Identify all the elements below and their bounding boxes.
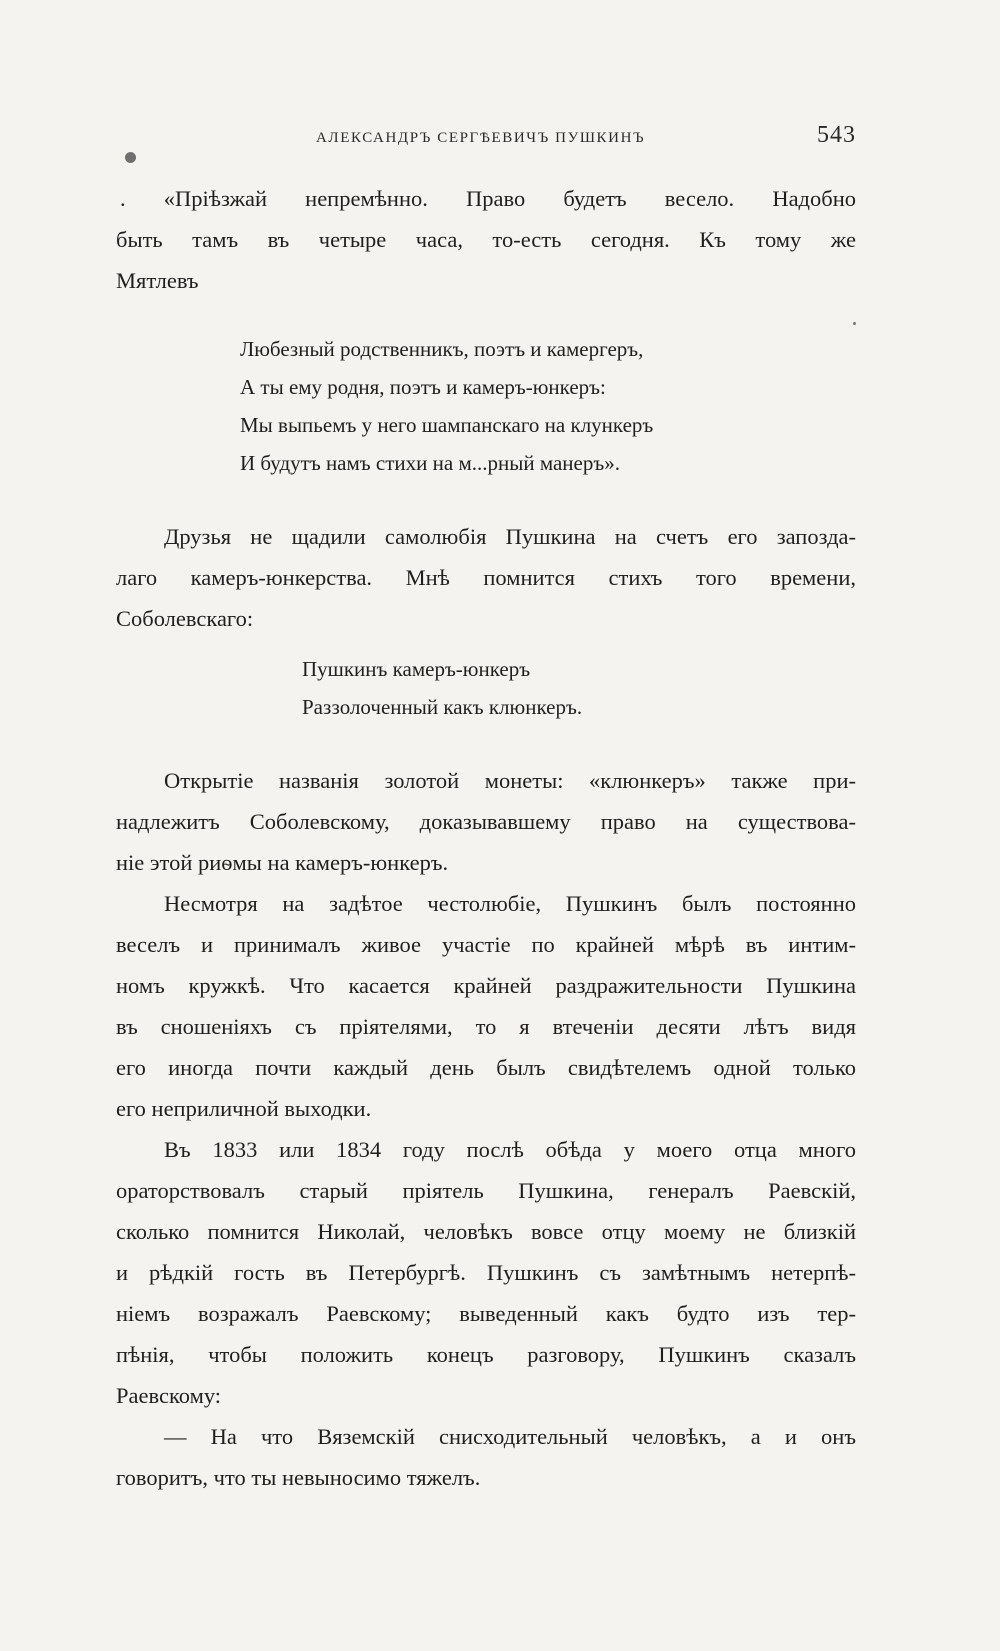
ink-dot (125, 152, 136, 163)
text-line: ораторствовалъ старый пріятель Пушкина, генералъ Раевскій, (116, 1178, 856, 1203)
text-line: его иногда почти каждый день былъ свидѣтелемъ одной только (116, 1055, 856, 1080)
text-line: . «Пріѣзжай непремѣнно. Право будетъ весело. Надобно (120, 186, 856, 211)
paragraph-letter (116, 178, 856, 301)
text-line: пѣнія, чтобы положить конецъ разговору, Пушкинъ сказалъ (116, 1342, 856, 1367)
text-line: быть тамъ въ четыре часа, то-есть сегодня. Къ тому же (116, 227, 856, 252)
verse-line: Мы выпьемъ у него шампанскаго на клункеръ (240, 413, 654, 437)
text-line: Раевскому: (116, 1383, 222, 1408)
text-line: веселъ и принималъ живое участіе по крайней мѣрѣ въ интим- (116, 932, 856, 957)
ink-fleck (853, 322, 856, 325)
text-line: — На что Вяземскій снисходительный человѣкъ, а и онъ (164, 1424, 856, 1449)
text-line: Мятлевъ (116, 268, 199, 293)
paragraph-friends (116, 516, 856, 639)
text-line: ніемъ возражалъ Раевскому; выведенный какъ будто изъ тер- (116, 1301, 856, 1326)
text-line: Соболевскаго: (116, 606, 254, 631)
verse-line: Пушкинъ камеръ-юнкеръ (302, 657, 531, 681)
text-line: сколько помнится Николай, человѣкъ вовсе отцу моему не близкій (116, 1219, 856, 1244)
text-line: номъ кружкѣ. Что касается крайней раздражительности Пушкина (116, 973, 856, 998)
paragraph-raevsky (116, 1129, 856, 1416)
paragraph-klunker (116, 760, 856, 883)
text-line: Несмотря на задѣтое честолюбіе, Пушкинъ былъ постоянно (164, 891, 856, 916)
text-line: въ сношеніяхъ съ пріятелями, то я втеченіи десяти лѣтъ видя (116, 1014, 856, 1039)
verse-sobolevsky (302, 650, 582, 726)
verse-mjatlev (240, 330, 653, 482)
verse-line: Любезный родственникъ, поэтъ и камергеръ, (240, 337, 644, 361)
paragraph-vyazemsky-quote (116, 1416, 856, 1498)
verse-line: И будутъ намъ стихи на м...рный манеръ». (240, 451, 620, 475)
verse-line: А ты ему родня, поэтъ и камеръ-юнкеръ: (240, 375, 606, 399)
text-line: Открытіе названія золотой монеты: «клюнкеръ» также при- (164, 768, 856, 793)
text-line: говоритъ, что ты невыносимо тяжелъ. (116, 1465, 481, 1490)
page-number: 543 (817, 122, 856, 148)
verse-line: Раззолоченный какъ клюнкеръ. (302, 695, 583, 719)
running-title: АЛЕКСАНДРЪ СЕРГѢЕВИЧЪ ПУШКИНЪ (316, 130, 646, 146)
text-line: ніе этой риѳмы на камеръ-юнкеръ. (116, 850, 449, 875)
paragraph-pushkin-mood (116, 883, 856, 1129)
text-line: надлежитъ Соболевскому, доказывавшему право на существова- (116, 809, 856, 834)
text-line: его неприличной выходки. (116, 1096, 372, 1121)
text-line: Друзья не щадили самолюбія Пушкина на счетъ его запозда- (164, 524, 856, 549)
text-line: и рѣдкій гость въ Петербургѣ. Пушкинъ съ замѣтнымъ нетерпѣ- (116, 1260, 856, 1285)
text-line: лаго камеръ-юнкерства. Мнѣ помнится стихъ того времени, (116, 565, 856, 590)
text-line: Въ 1833 или 1834 году послѣ обѣда у моего отца много (164, 1137, 856, 1162)
page-header (116, 122, 856, 158)
